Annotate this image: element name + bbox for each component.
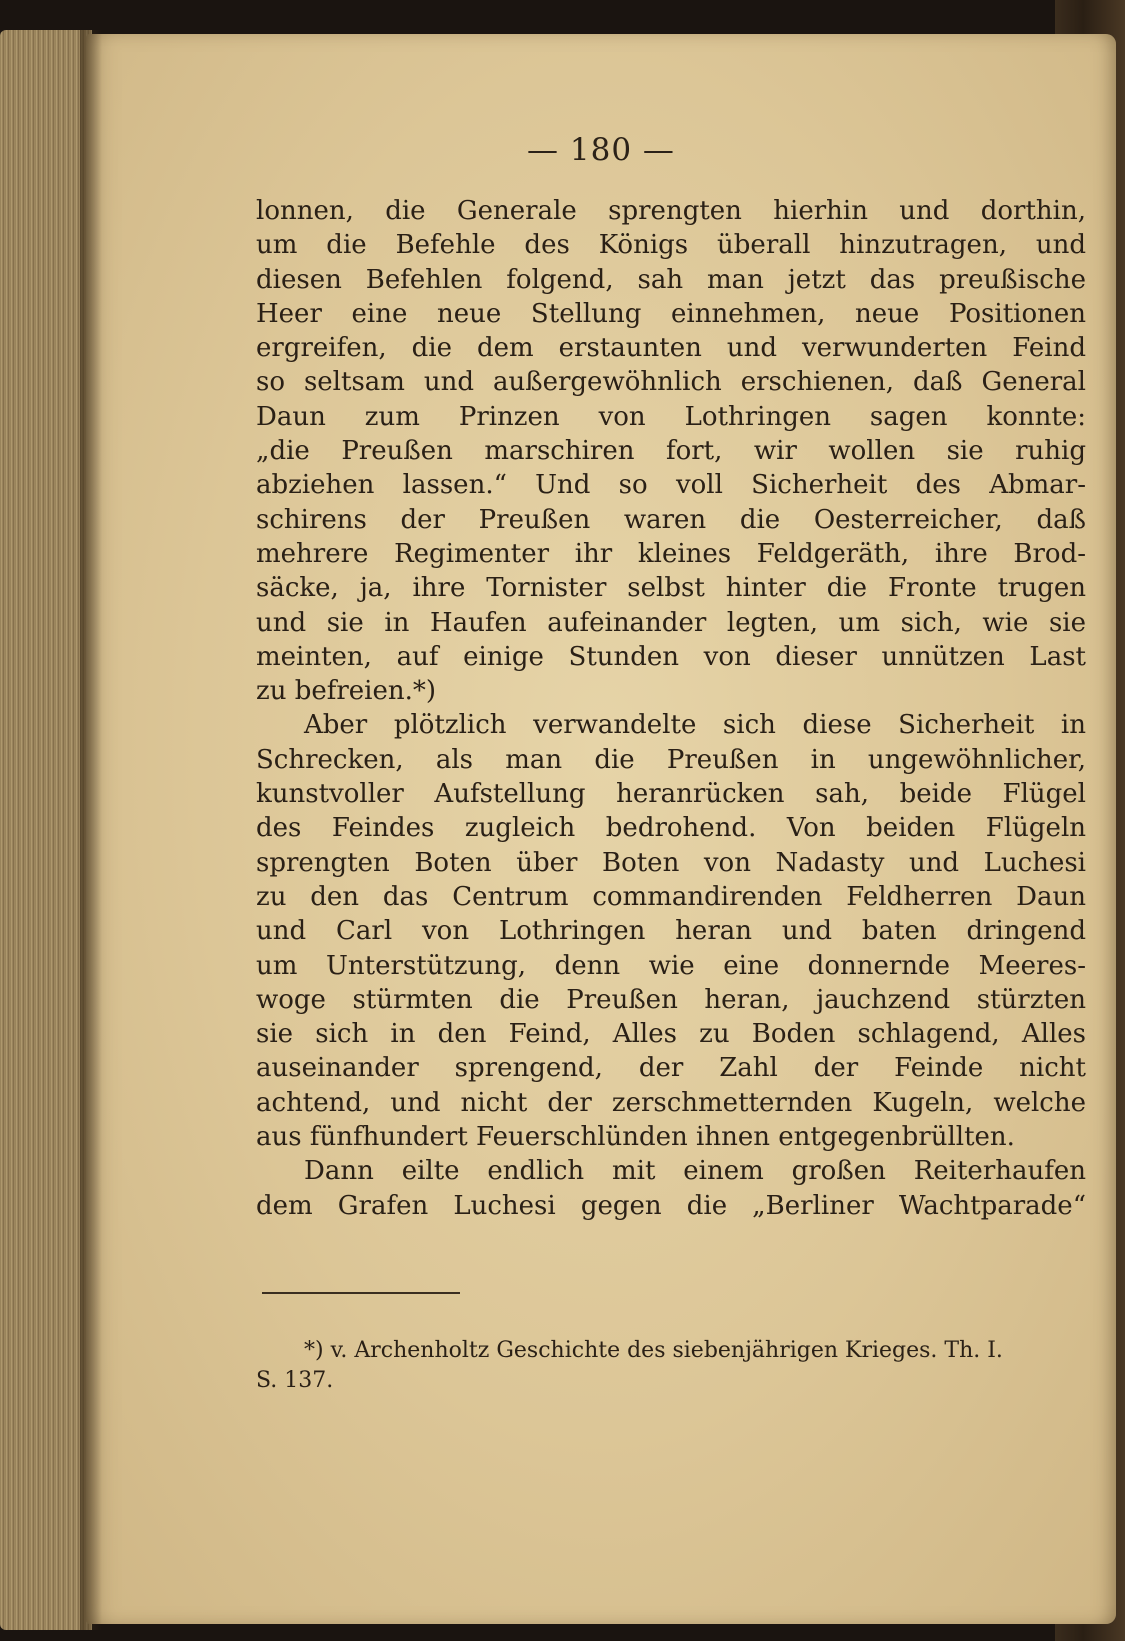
- text-line: diesen Befehlen folgend, sah man jetzt das preußische: [256, 264, 1086, 295]
- text-line: mehrere Regimenter ihr kleines Feldgeräth, ihre Brod-: [256, 538, 1086, 569]
- text-line: meinten, auf einige Stunden von dieser unnützen Last: [256, 641, 1086, 672]
- text-line: zu befreien.*): [256, 676, 437, 707]
- body-text: [256, 194, 1086, 1223]
- gutter-shadow: [80, 30, 102, 1630]
- text-line: aus fünfhundert Feuerschlünden ihnen entgegenbrüllten.: [256, 1122, 1015, 1153]
- text-line: woge stürmten die Preußen heran, jauchzend stürzten: [256, 984, 1086, 1015]
- text-line: Aber plötzlich verwandelte sich diese Sicherheit in: [304, 710, 1086, 741]
- text-line: Daun zum Prinzen von Lothringen sagen konnte:: [256, 401, 1086, 432]
- text-line: und Carl von Lothringen heran und baten dringend: [256, 916, 1086, 947]
- text-line: um Unterstützung, denn wie eine donnernde Meeres-: [256, 950, 1086, 981]
- text-line: sie sich in den Feind, Alles zu Boden schlagend, Alles: [256, 1019, 1086, 1050]
- text-line: Dann eilte endlich mit einem großen Reiterhaufen: [304, 1156, 1086, 1187]
- footnote-divider: [262, 1292, 460, 1294]
- text-line: so seltsam und außergewöhnlich erschienen, daß General: [256, 367, 1086, 398]
- text-line: und sie in Haufen aufeinander legten, um sich, wie sie: [256, 607, 1086, 638]
- page-number: — 180 —: [527, 132, 675, 168]
- text-line: auseinander sprengend, der Zahl der Feinde nicht: [256, 1053, 1086, 1084]
- text-line: „die Preußen marschiren fort, wir wollen sie ruhig: [256, 436, 1086, 467]
- text-line: sprengten Boten über Boten von Nadasty und Luchesi: [256, 847, 1086, 878]
- footnote-line: *) v. Archenholtz Geschichte des siebenjährigen Krieges. Th. I.: [304, 1338, 1003, 1363]
- footnote: [256, 1336, 1086, 1396]
- text-line: Schrecken, als man die Preußen in ungewöhnlicher,: [256, 744, 1086, 775]
- page-edge-stack: [0, 30, 92, 1630]
- text-line: um die Befehle des Königs überall hinzutragen, und: [256, 230, 1086, 261]
- paper-page: [86, 34, 1116, 1624]
- text-line: achtend, und nicht der zerschmetternden Kugeln, welche: [256, 1087, 1086, 1118]
- text-line: des Feindes zugleich bedrohend. Von beiden Flügeln: [256, 813, 1086, 844]
- footnote-line: S. 137.: [256, 1368, 334, 1393]
- text-line: zu den das Centrum commandirenden Feldherren Daun: [256, 881, 1086, 912]
- text-line: dem Grafen Luchesi gegen die „Berliner Wachtparade“: [256, 1190, 1086, 1221]
- text-line: abziehen lassen.“ Und so voll Sicherheit des Abmar-: [256, 470, 1086, 501]
- text-line: Heer eine neue Stellung einnehmen, neue Positionen: [256, 298, 1086, 329]
- text-line: kunstvoller Aufstellung heranrücken sah, beide Flügel: [256, 779, 1086, 810]
- text-line: ergreifen, die dem erstaunten und verwunderten Feind: [256, 333, 1086, 364]
- text-line: lonnen, die Generale sprengten hierhin und dorthin,: [256, 196, 1086, 226]
- text-line: säcke, ja, ihre Tornister selbst hinter die Fronte trugen: [256, 573, 1086, 604]
- text-line: schirens der Preußen waren die Oesterreicher, daß: [256, 504, 1086, 535]
